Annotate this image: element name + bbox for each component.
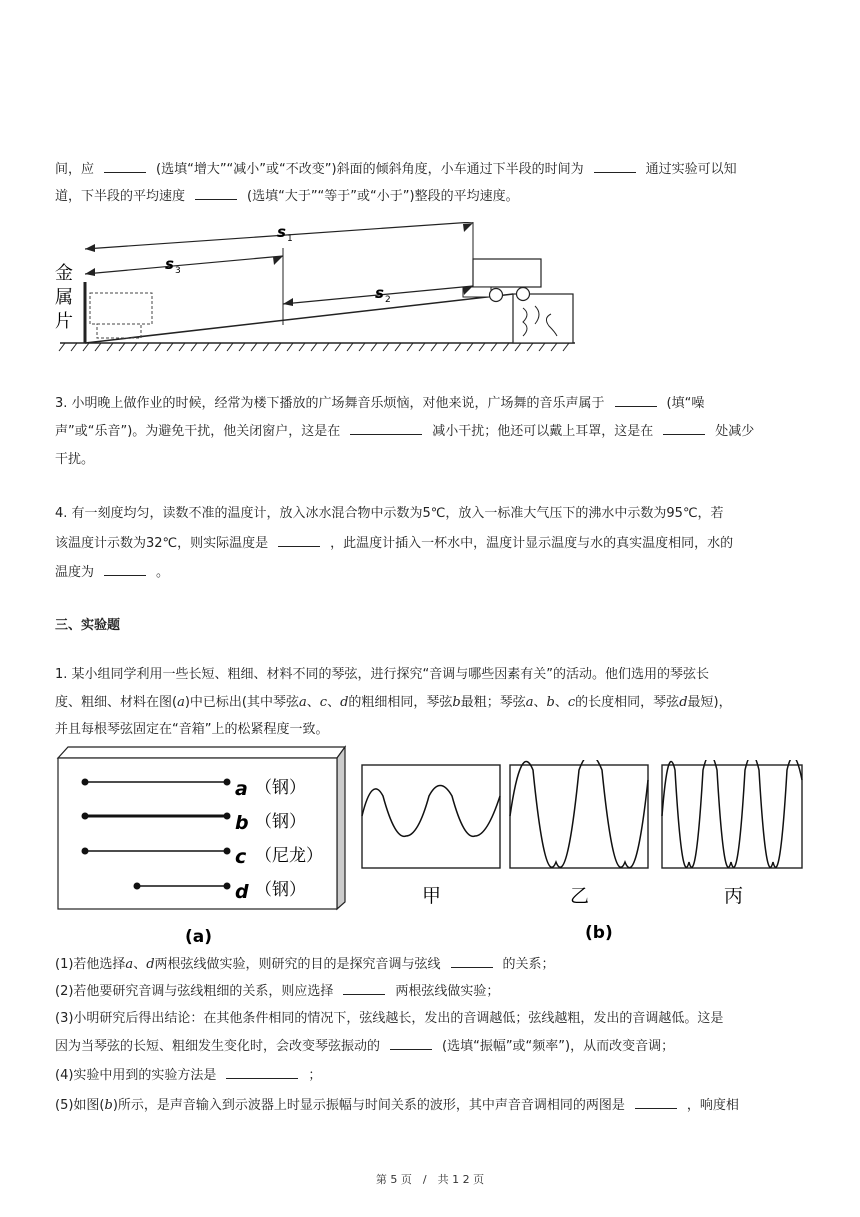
figure-b-waveforms — [360, 760, 810, 950]
svg-text:2: 2 — [385, 295, 391, 305]
svg-text:(a): (a) — [185, 927, 213, 947]
svg-text:片: 片 — [55, 311, 73, 332]
q3-line-3: 干扰。 — [55, 452, 95, 467]
svg-text:（钢）: （钢） — [255, 812, 306, 832]
answer-blank[interactable] — [350, 420, 422, 435]
answer-blank[interactable] — [594, 158, 636, 173]
svg-text:(b): (b) — [585, 923, 613, 943]
svg-text:b: b — [235, 812, 249, 834]
sub-q5: (5)如图(b)所示，是声音输入到示波器上时显示振幅与时间关系的波形，其中声音音调相同的两图是 ，响度相 — [55, 1092, 815, 1119]
section-title: 三、实验题 — [55, 618, 121, 633]
answer-blank[interactable] — [104, 158, 146, 173]
q3-line-2: 声”或“乐音”)。为避免干扰，他关闭窗户，这是在 减小干扰；他还可以戴上耳罩，这是在 处减少 — [55, 418, 815, 445]
incline-figure — [55, 222, 585, 357]
answer-blank[interactable] — [226, 1064, 298, 1079]
svg-text:s: s — [375, 284, 384, 302]
sub-q4: (4)实验中用到的实验方法是 ； — [55, 1062, 815, 1089]
exp1-line-1: 1. 某小组同学利用一些长短、粗细、材料不同的琴弦，进行探究“音调与哪些因素有关”的活动。他们选用的琴弦长 — [55, 667, 710, 682]
q4-line-1: 4. 有一刻度均匀，读数不准的温度计，放入冰水混合物中示数为5℃，放入一标准大气压下的沸水中示数为95℃，若 — [55, 506, 724, 521]
answer-blank[interactable] — [195, 185, 237, 200]
answer-blank[interactable] — [663, 420, 705, 435]
sub-q2: (2)若他要研究音调与弦线粗细的关系，则应选择 两根弦线做实验； — [55, 978, 815, 1005]
svg-text:丙: 丙 — [724, 885, 744, 907]
svg-text:d: d — [235, 881, 249, 903]
sub-q3-line-2: 因为当琴弦的长短、粗细发生变化时，会改变琴弦振动的 (选填“振幅”或“频率”)，从而改变音调； — [55, 1033, 815, 1060]
page-footer: 第 5 页 / 共 1 2 页 — [375, 1173, 485, 1186]
q2-line-1: 间，应 (选填“增大”“减小”或“不改变”)斜面的倾斜角度，小车通过下半段的时间为 通过实验可以知 — [55, 156, 815, 183]
answer-blank[interactable] — [278, 532, 320, 547]
q4-line-2: 该温度计示数为32℃，则实际温度是 ，此温度计插入一杯水中，温度计显示温度与水的真实温度相同，水的 — [55, 530, 815, 557]
svg-text:金: 金 — [55, 263, 73, 284]
answer-blank[interactable] — [615, 392, 657, 407]
q4-line-3: 温度为 。 — [55, 559, 815, 586]
sub-q3-line-1: (3)小明研究后得出结论：在其他条件相同的情况下，弦线越长，发出的音调越低；弦线越粗，发出的音调越低。这是 — [55, 1011, 724, 1026]
answer-blank[interactable] — [343, 980, 385, 995]
svg-text:甲: 甲 — [422, 885, 442, 907]
q2-line-2: 道，下半段的平均速度 (选填“大于”“等于”或“小于”)整段的平均速度。 — [55, 183, 815, 210]
svg-text:（尼龙）: （尼龙） — [255, 846, 323, 866]
figure-a-strings — [55, 744, 350, 949]
svg-text:c: c — [235, 846, 247, 868]
svg-text:1: 1 — [287, 234, 293, 244]
exp1-line-3: 并且每根琴弦固定在“音箱”上的松紧程度一致。 — [55, 722, 329, 737]
svg-text:3: 3 — [175, 266, 181, 276]
svg-text:（钢）: （钢） — [255, 778, 306, 798]
svg-text:属: 属 — [55, 287, 73, 308]
answer-blank[interactable] — [390, 1035, 432, 1050]
q3-line-1: 3. 小明晚上做作业的时候，经常为楼下播放的广场舞音乐烦恼，对他来说，广场舞的音乐声属于 (填“噪 — [55, 390, 815, 417]
svg-text:s: s — [165, 255, 174, 273]
answer-blank[interactable] — [451, 953, 493, 968]
svg-text:s: s — [277, 223, 286, 241]
svg-text:a: a — [235, 778, 248, 800]
answer-blank[interactable] — [635, 1094, 677, 1109]
svg-text:（钢）: （钢） — [255, 880, 306, 900]
exp1-line-2: 度、粗细、材料在图(a)中已标出(其中琴弦a、c、d的粗细相同，琴弦b最粗；琴弦a、b、c的长度相同，琴弦d最短)， — [55, 695, 732, 710]
svg-text:乙: 乙 — [570, 885, 590, 907]
sub-q1: (1)若他选择a、d两根弦线做实验，则研究的目的是探究音调与弦线 的关系； — [55, 951, 815, 978]
answer-blank[interactable] — [104, 561, 146, 576]
